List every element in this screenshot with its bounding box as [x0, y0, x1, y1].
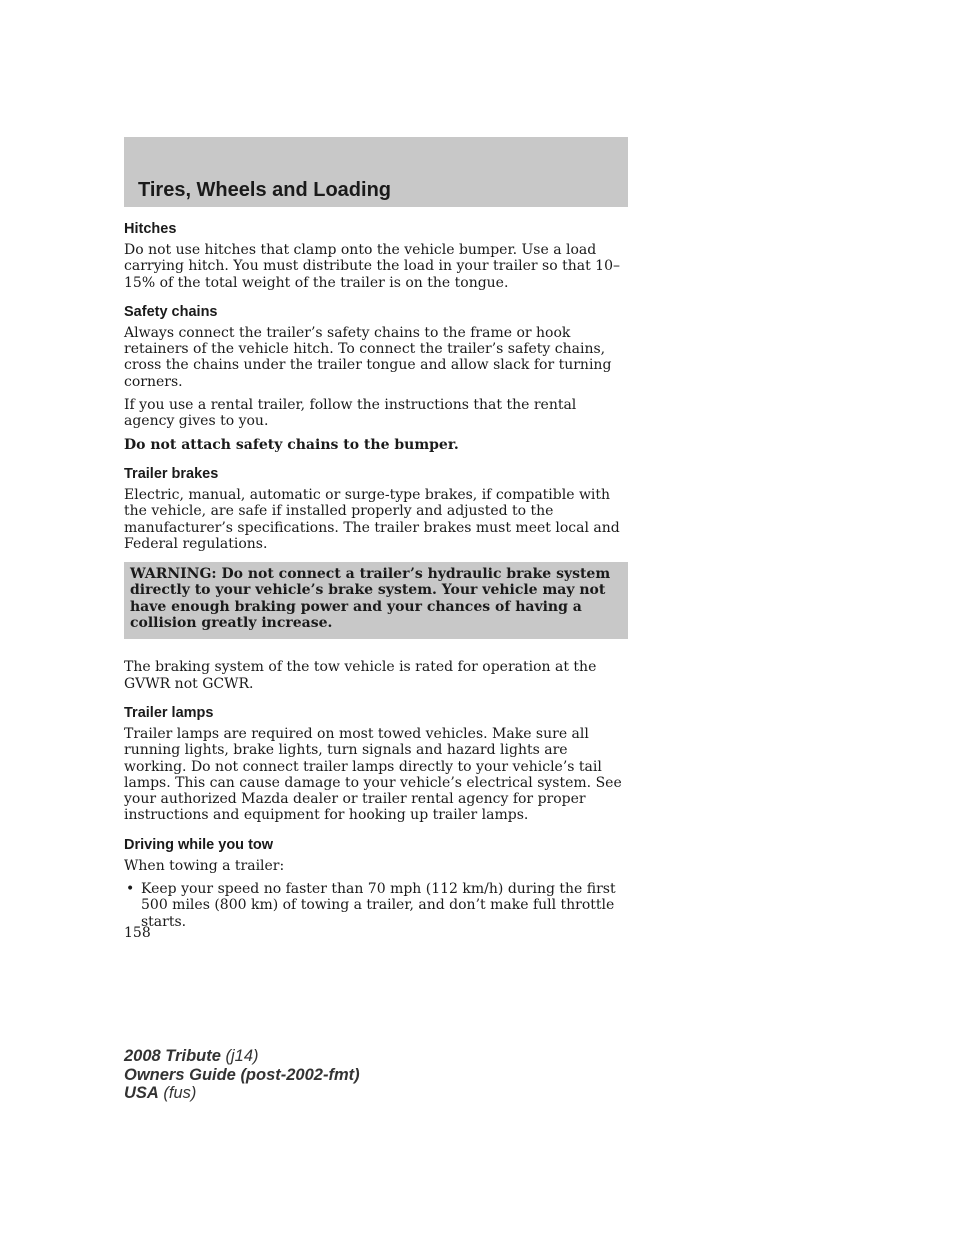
- footer-model: 2008 Tribute: [124, 1047, 221, 1065]
- paragraph: When towing a trailer:: [124, 857, 285, 874]
- heading-safety-chains: Safety chains: [124, 303, 218, 320]
- list-item: [124, 881, 628, 930]
- section-title: Tires, Wheels and Loading: [138, 179, 392, 201]
- footer-line-2: [124, 1066, 360, 1085]
- paragraph: Do not use hitches that clamp onto the vehicle bumper. Use a load carrying hitch. You must distribute the load in your trailer so that 10–15% of the total weight of the trailer is on the tongue.: [124, 242, 620, 291]
- paragraph: Trailer lamps are required on most towed vehicles. Make sure all running lights, brake lights, turn signals and hazard lights are working. Do not connect trailer lamps directly to your vehicle’s tail lamps. This can cause damage to your vehicle’s electrical system. See your authorized Mazda dealer or trailer rental agency for proper instructions and equipment for hooking up trailer lamps.: [124, 725, 622, 824]
- list-item-text: Keep your speed no faster than 70 mph (112 km/h) during the first 500 miles (800 km) of towing a trailer, and don’t make full throttle starts.: [141, 881, 616, 930]
- footer-model-code: (j14): [220, 1047, 259, 1065]
- paragraph: The braking system of the tow vehicle is rated for operation at the GVWR not GCWR.: [124, 659, 597, 692]
- heading-driving-while-you-tow: Driving while you tow: [124, 836, 274, 853]
- paragraph: Always connect the trailer’s safety chains to the frame or hook retainers of the vehicle hitch. To connect the trailer’s safety chains, cross the chains under the trailer tongue and allow slack for turning corners.: [124, 324, 612, 390]
- footer-line-3: [124, 1084, 360, 1103]
- heading-trailer-lamps: Trailer lamps: [124, 704, 214, 721]
- footer-line-1: [124, 1047, 360, 1066]
- footer: [124, 1047, 360, 1103]
- bullet-list: [124, 881, 628, 930]
- footer-market-code: (fus): [158, 1084, 197, 1102]
- page-number: 158: [124, 925, 151, 941]
- warning-box: WARNING: Do not connect a trailer’s hydraulic brake system directly to your vehicle’s brake system. Your vehicle may not have enough braking power and your chances of having a collision greatly increase.: [124, 562, 628, 639]
- page-content: [124, 220, 628, 930]
- bullet-icon: •: [126, 881, 135, 898]
- footer-guide: Owners Guide (post-2002-fmt): [124, 1065, 360, 1084]
- paragraph: Electric, manual, automatic or surge-type brakes, if compatible with the vehicle, are safe if installed properly and adjusted to the manufacturer’s specifications. The trailer brakes must meet local and Federal regulations.: [124, 486, 620, 552]
- footer-market: USA: [124, 1084, 159, 1102]
- heading-trailer-brakes: Trailer brakes: [124, 465, 219, 482]
- paragraph: If you use a rental trailer, follow the instructions that the rental agency gives to you.: [124, 397, 577, 430]
- bold-note: Do not attach safety chains to the bumper.: [124, 436, 459, 453]
- heading-hitches: Hitches: [124, 221, 177, 237]
